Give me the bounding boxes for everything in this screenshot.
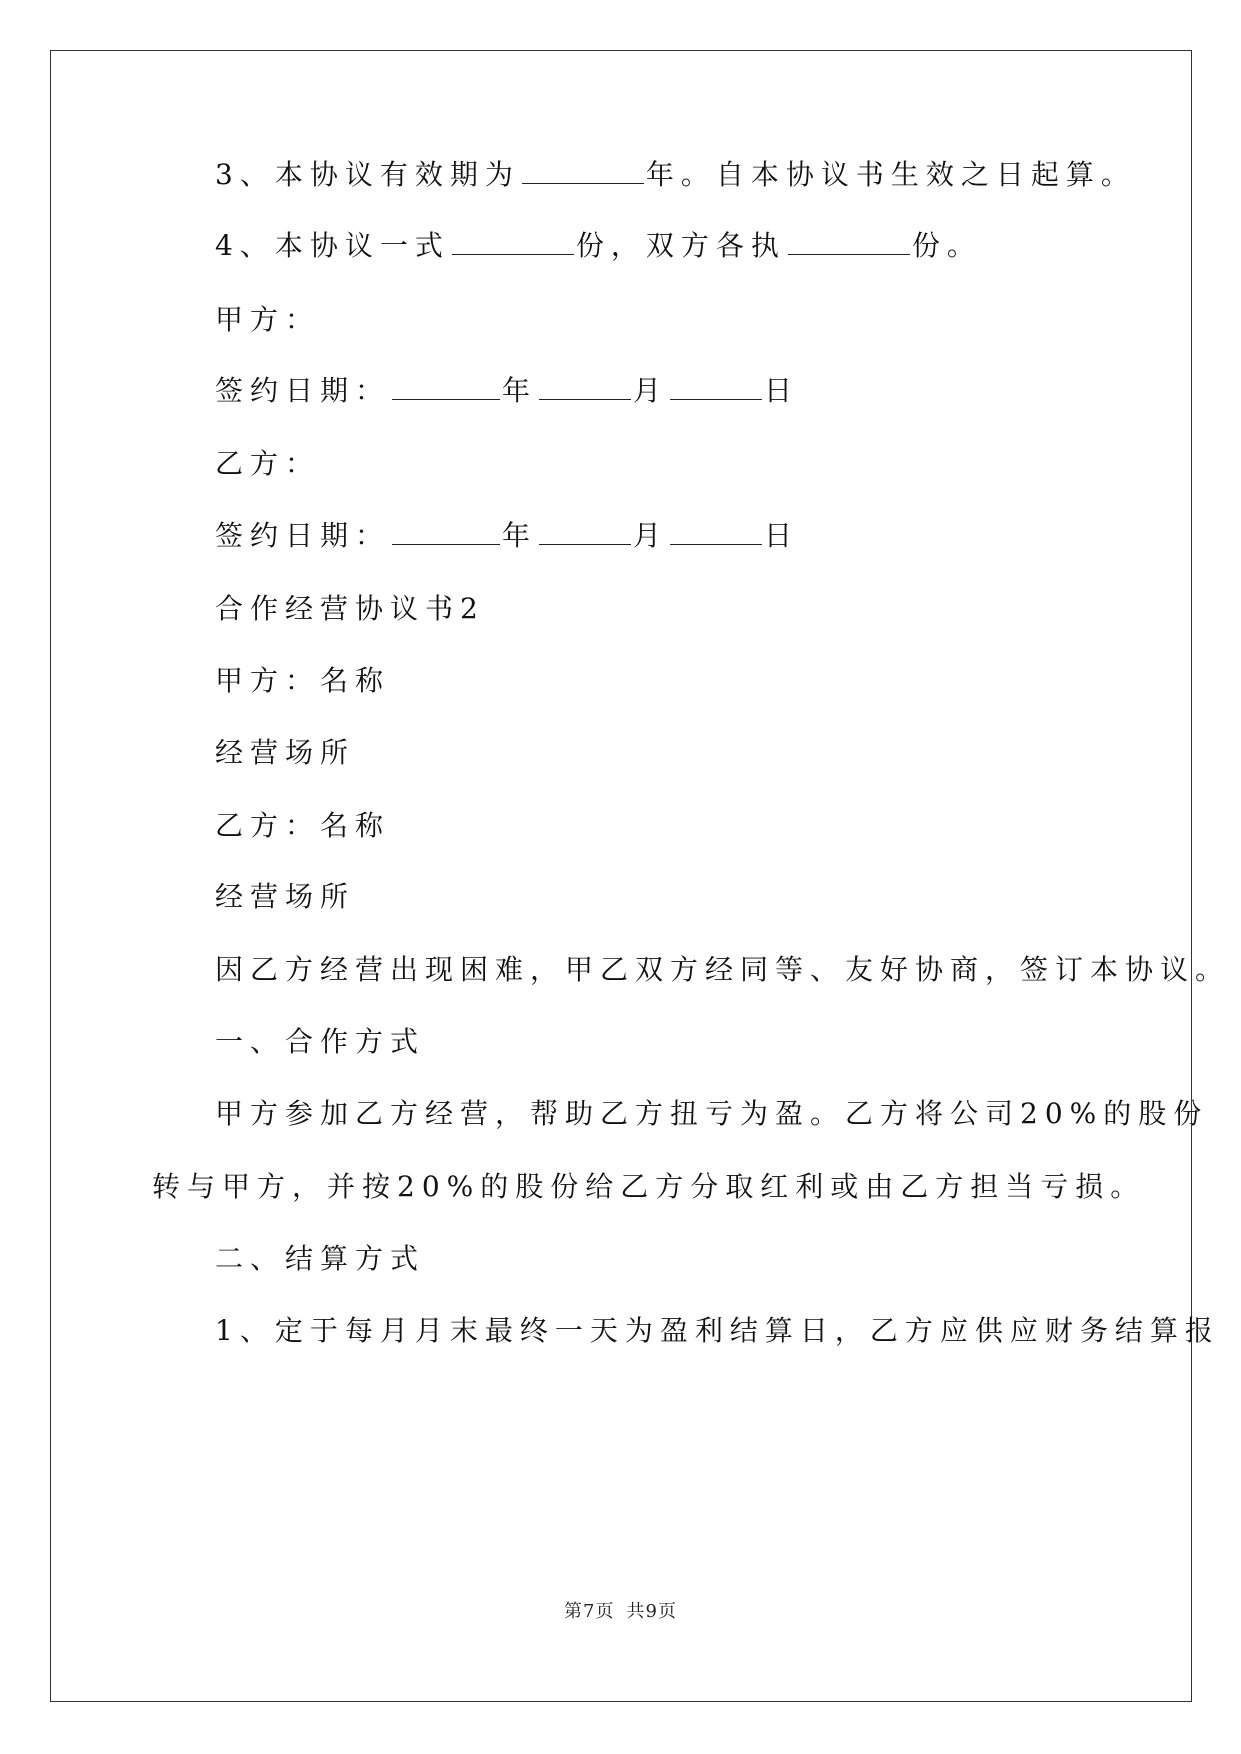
preamble-paragraph: 因乙方经营出现困难，甲乙双方经同等、友好协商，签订本协议。 [215,953,1231,986]
section-2-heading: 二、结算方式 [215,1242,426,1275]
clause-3-text-a: 3、本协议有效期为 [215,158,520,191]
page-total: 共9页 [626,1601,677,1622]
party-b-premises: 经营场所 [215,880,356,913]
sign-date-label-a: 签约日期： [215,374,391,407]
page-footer [0,1600,1241,1624]
blank-month-a [539,377,631,400]
year-label-b: 年 [502,519,538,552]
clause-4-text-a: 4、本协议一式 [215,229,450,262]
page-border [50,50,1192,1702]
clause-4-text-c: 份。 [911,229,982,262]
section-1-body-line-2: 转与甲方，并按20%的股份给乙方分取红利或由乙方担当亏损。 [152,1170,1146,1203]
month-label-b: 月 [633,519,669,552]
day-label-a: 日 [764,374,800,407]
clause-4-text-b: 份，双方各执 [575,229,786,262]
party-a-name: 甲方：名称 [215,664,391,697]
blank-day-a [670,377,762,400]
party-a-label: 甲方： [215,303,321,336]
blank-copies-total [452,232,574,255]
party-b-label: 乙方： [215,447,321,480]
blank-month-b [539,522,631,545]
party-a-premises: 经营场所 [215,736,356,769]
blank-copies-each [788,232,910,255]
blank-years [522,161,644,184]
blank-year-b [392,522,500,545]
section-2-clause-1: 1、定于每月月末最终一天为盈利结算日，乙方应供应财务结算报 [215,1314,1220,1347]
blank-day-b [670,522,762,545]
page-number: 第7页 [564,1601,615,1622]
section-1-heading: 一、合作方式 [215,1025,426,1058]
clause-3-validity [215,155,1136,195]
sign-date-label-b: 签约日期： [215,519,391,552]
year-label-a: 年 [502,374,538,407]
agreement-2-title: 合作经营协议书2 [215,592,485,625]
clause-3-text-b: 年。自本协议书生效之日起算。 [645,158,1136,191]
party-b-name: 乙方：名称 [215,809,391,842]
party-a-sign-date [215,371,799,411]
clause-4-copies [215,226,982,266]
section-1-body-line-1: 甲方参加乙方经营，帮助乙方扭亏为盈。乙方将公司20%的股份 [215,1097,1209,1130]
day-label-b: 日 [764,519,800,552]
month-label-a: 月 [633,374,669,407]
party-b-sign-date [215,516,799,556]
blank-year-a [392,377,500,400]
